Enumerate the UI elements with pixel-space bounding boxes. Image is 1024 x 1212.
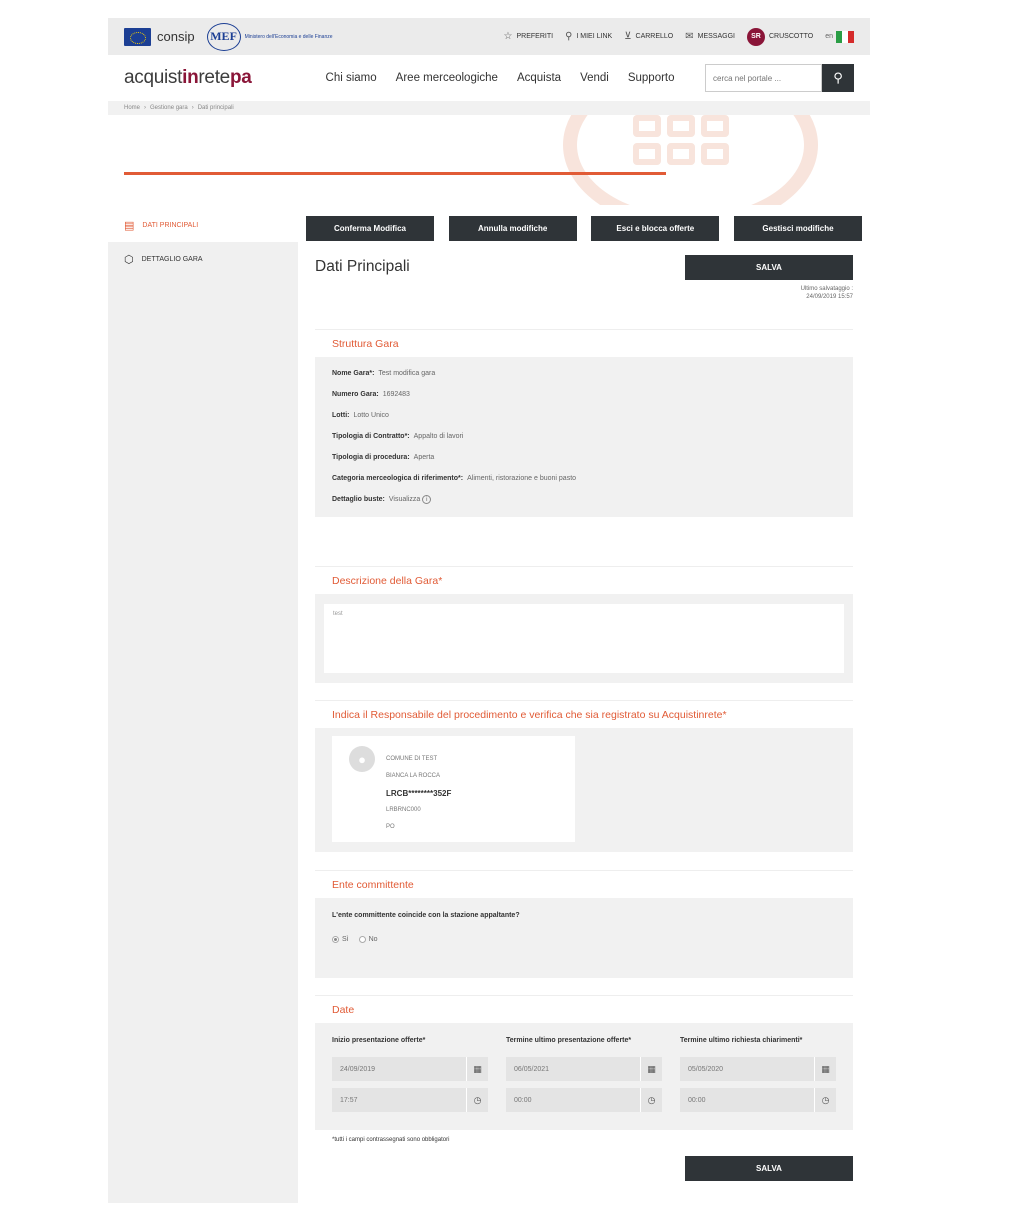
section-responsabile: [315, 700, 853, 852]
ente-question: L'ente committente coincide con la stazione appaltante?: [332, 912, 520, 919]
user-placeholder-icon: ●: [349, 746, 375, 772]
search-input[interactable]: [705, 64, 822, 92]
gestisci-modifiche-button[interactable]: Gestisci modifiche: [734, 216, 862, 241]
consip-logo[interactable]: consip: [157, 29, 195, 44]
resp-user: LRBRNC000: [386, 807, 421, 813]
nav-vendi[interactable]: Vendi: [580, 72, 609, 84]
clock-icon[interactable]: ◷: [814, 1088, 836, 1112]
field-nome-gara: Nome Gara*: Test modifica gara: [332, 370, 436, 377]
nav-chi-siamo[interactable]: Chi siamo: [325, 72, 377, 84]
main-nav: [108, 58, 870, 98]
annulla-modifiche-button[interactable]: Annulla modifiche: [449, 216, 577, 241]
top-bar: [108, 18, 870, 55]
date-col-termine-offerte: Termine ultimo presentazione offerte* 06/05/2021 ▦ 00:00 ◷: [506, 1037, 662, 1119]
link-messaggi[interactable]: [685, 31, 735, 42]
action-bar: [306, 216, 862, 241]
field-numero-gara: Numero Gara: 1692483: [332, 391, 410, 398]
cruscotto-label: CRUSCOTTO: [768, 33, 814, 40]
time-input[interactable]: 00:00 ◷: [506, 1088, 662, 1112]
sidebar: [108, 208, 298, 1203]
calendar-icon[interactable]: ▦: [466, 1057, 488, 1081]
radio-no-dot[interactable]: [359, 936, 366, 943]
document-icon: ▤: [124, 219, 135, 232]
field-lotti: Lotti: Lotto Unico: [332, 412, 389, 419]
section-date: [315, 995, 853, 1130]
esci-blocca-offerte-button[interactable]: Esci e blocca offerte: [591, 216, 719, 241]
time-input[interactable]: 00:00 ◷: [680, 1088, 836, 1112]
star-icon: ☆: [503, 31, 513, 42]
sidebar-item-dati-principali[interactable]: [108, 208, 298, 242]
breadcrumb: Home › Gestione gara › Dati principali: [108, 101, 870, 115]
section-ente-committente: [315, 870, 853, 978]
date-columns: [332, 1023, 836, 1119]
italian-flag-icon[interactable]: [836, 31, 854, 43]
section-title: Indica il Responsabile del procedimento e verifica che sia registrato su Acquistinrete*: [315, 700, 853, 728]
field-dettaglio-buste: Dettaglio buste: Visualizza i: [332, 489, 836, 510]
brand-logo[interactable]: acquistinretepa: [124, 67, 252, 88]
visualizza-link[interactable]: Visualizza: [388, 496, 421, 503]
time-input[interactable]: 17:57 ◷: [332, 1088, 488, 1112]
section-body: [315, 1023, 853, 1130]
page-title: Dati Principali: [315, 258, 410, 275]
section-title: Ente committente: [315, 870, 853, 898]
date-input[interactable]: 24/09/2019 ▦: [332, 1057, 488, 1081]
resp-ente: COMUNE DI TEST: [386, 756, 438, 762]
sidebar-item-label: DATI PRINCIPALI: [142, 221, 199, 229]
section-struttura-gara: [315, 329, 853, 517]
link-miei-link[interactable]: [565, 31, 612, 42]
info-icon[interactable]: i: [422, 495, 431, 504]
calendar-icon[interactable]: ▦: [814, 1057, 836, 1081]
section-body: [315, 357, 853, 517]
radio-no[interactable]: No: [359, 936, 378, 943]
lang-en[interactable]: en: [825, 33, 833, 40]
top-links: [504, 28, 854, 46]
descrizione-textarea[interactable]: test: [324, 604, 844, 673]
hero-banner: [108, 115, 870, 205]
cruscotto-link[interactable]: [747, 28, 813, 46]
mef-mark: MEF: [207, 23, 241, 51]
link-preferiti[interactable]: [504, 31, 554, 42]
search-icon: ⚲: [833, 70, 843, 85]
breadcrumb-gestione-gara[interactable]: Gestione gara: [150, 105, 188, 111]
link-carrello[interactable]: [624, 31, 673, 42]
language-switch[interactable]: [825, 31, 854, 43]
breadcrumb-home[interactable]: Home: [124, 105, 141, 111]
date-col-inizio: Inizio presentazione offerte* 24/09/2019 ▦ 17:57 ◷: [332, 1037, 488, 1119]
conferma-modifica-button[interactable]: Conferma Modifica: [306, 216, 434, 241]
resp-name: BIANCA LA ROCCA: [386, 773, 441, 779]
mef-text: Ministero dell'Economia e delle Finanze: [244, 33, 333, 40]
eu-flag-icon: [124, 28, 151, 46]
link-label: PREFERITI: [516, 33, 554, 40]
search: [705, 64, 854, 92]
clock-icon[interactable]: ◷: [640, 1088, 662, 1112]
radio-si[interactable]: Sì: [332, 936, 349, 943]
nav-items: [326, 72, 675, 84]
responsabile-card[interactable]: [332, 736, 575, 842]
clock-icon[interactable]: ◷: [466, 1088, 488, 1112]
last-save-info: Ultimo salvataggio : 24/09/2019 15:57: [800, 286, 853, 300]
section-title: Descrizione della Gara*: [315, 566, 853, 594]
section-title: Struttura Gara: [315, 329, 853, 357]
calendar-icon[interactable]: ▦: [640, 1057, 662, 1081]
date-col-termine-chiarimenti: Termine ultimo richiesta chiarimenti* 05/05/2020 ▦ 00:00 ◷: [680, 1037, 836, 1119]
field-tipologia-procedura: Tipologia di procedura: Aperta: [332, 454, 435, 461]
ente-radio-group: [332, 936, 836, 943]
breadcrumb-current: Dati principali: [197, 105, 234, 111]
resp-cf: LRCB********352F: [386, 789, 452, 798]
link-label: I MIEI LINK: [576, 33, 613, 40]
user-avatar: SR: [747, 28, 765, 46]
save-button-bottom[interactable]: SALVA: [685, 1156, 853, 1181]
mef-logo[interactable]: [207, 23, 335, 51]
save-button-top[interactable]: SALVA: [685, 255, 853, 280]
cart-icon: ⊻: [624, 31, 632, 42]
section-body: [315, 728, 853, 852]
responsabile-details: [386, 751, 451, 836]
field-tipologia-contratto: Tipologia di Contratto*: Appalto di lavori: [332, 433, 464, 440]
date-input[interactable]: 05/05/2020 ▦: [680, 1057, 836, 1081]
link-icon: ⚲: [565, 31, 573, 42]
section-body: [315, 898, 853, 978]
hero-grid-decoration: [633, 115, 729, 165]
page: [108, 18, 870, 1203]
section-title: Date: [315, 995, 853, 1023]
nav-supporto[interactable]: Supporto: [627, 72, 675, 84]
nav-aree-merceologiche[interactable]: Aree merceologiche: [395, 72, 498, 84]
link-label: MESSAGGI: [697, 33, 735, 40]
section-body: [315, 594, 853, 683]
hero-accent-line: [124, 172, 666, 175]
resp-role: PO: [386, 824, 395, 830]
search-button[interactable]: [822, 64, 854, 92]
date-input[interactable]: 06/05/2021 ▦: [506, 1057, 662, 1081]
cube-icon: ⬡: [124, 253, 134, 266]
mail-icon: ✉: [685, 31, 694, 42]
required-fields-note: *tutti i campi contrassegnati sono obbligatori: [332, 1137, 450, 1143]
section-descrizione: [315, 566, 853, 683]
radio-si-dot[interactable]: [332, 936, 339, 943]
link-label: CARRELLO: [635, 33, 674, 40]
field-categoria: Categoria merceologica di riferimento*: Alimenti, ristorazione e buoni pasto: [332, 475, 577, 482]
sidebar-item-label: DETTAGLIO GARA: [141, 255, 203, 263]
sidebar-item-dettaglio-gara[interactable]: [108, 242, 298, 276]
nav-acquista[interactable]: Acquista: [516, 72, 562, 84]
